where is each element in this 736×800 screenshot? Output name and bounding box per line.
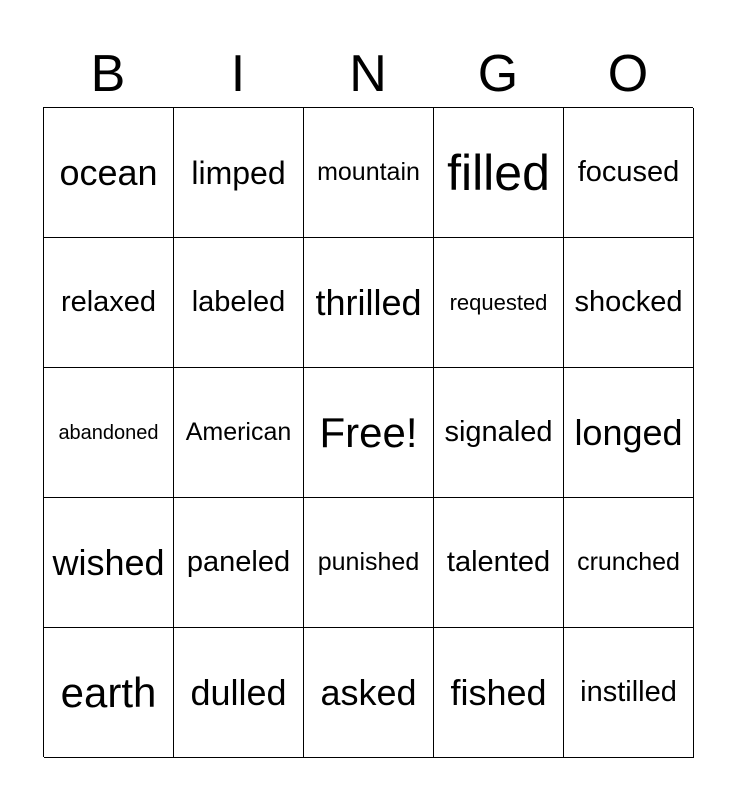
bingo-cell: longed (564, 368, 694, 498)
bingo-cell: shocked (564, 238, 694, 368)
bingo-cell: ocean (44, 108, 174, 238)
bingo-cell: requested (434, 238, 564, 368)
bingo-cell: American (174, 368, 304, 498)
bingo-cell: signaled (434, 368, 564, 498)
bingo-cell: talented (434, 498, 564, 628)
header-letter-o: O (607, 45, 649, 103)
bingo-cell: crunched (564, 498, 694, 628)
free-space: Free! (304, 368, 434, 498)
bingo-header (43, 44, 693, 104)
bingo-cell: asked (304, 628, 434, 758)
header-letter-i: I (230, 45, 246, 103)
bingo-cell: focused (564, 108, 694, 238)
bingo-cell: paneled (174, 498, 304, 628)
bingo-cell: instilled (564, 628, 694, 758)
bingo-cell: relaxed (44, 238, 174, 368)
bingo-cell: labeled (174, 238, 304, 368)
bingo-cell: fished (434, 628, 564, 758)
bingo-cell: mountain (304, 108, 434, 238)
bingo-cell: dulled (174, 628, 304, 758)
header-letter-b: B (90, 45, 126, 103)
bingo-board (43, 107, 693, 757)
bingo-cell: wished (44, 498, 174, 628)
bingo-cell: abandoned (44, 368, 174, 498)
header-letter-n: N (349, 45, 387, 103)
bingo-cell: earth (44, 628, 174, 758)
header-letter-g: G (477, 45, 519, 103)
bingo-cell: punished (304, 498, 434, 628)
bingo-cell: limped (174, 108, 304, 238)
bingo-cell: filled (434, 108, 564, 238)
bingo-cell: thrilled (304, 238, 434, 368)
